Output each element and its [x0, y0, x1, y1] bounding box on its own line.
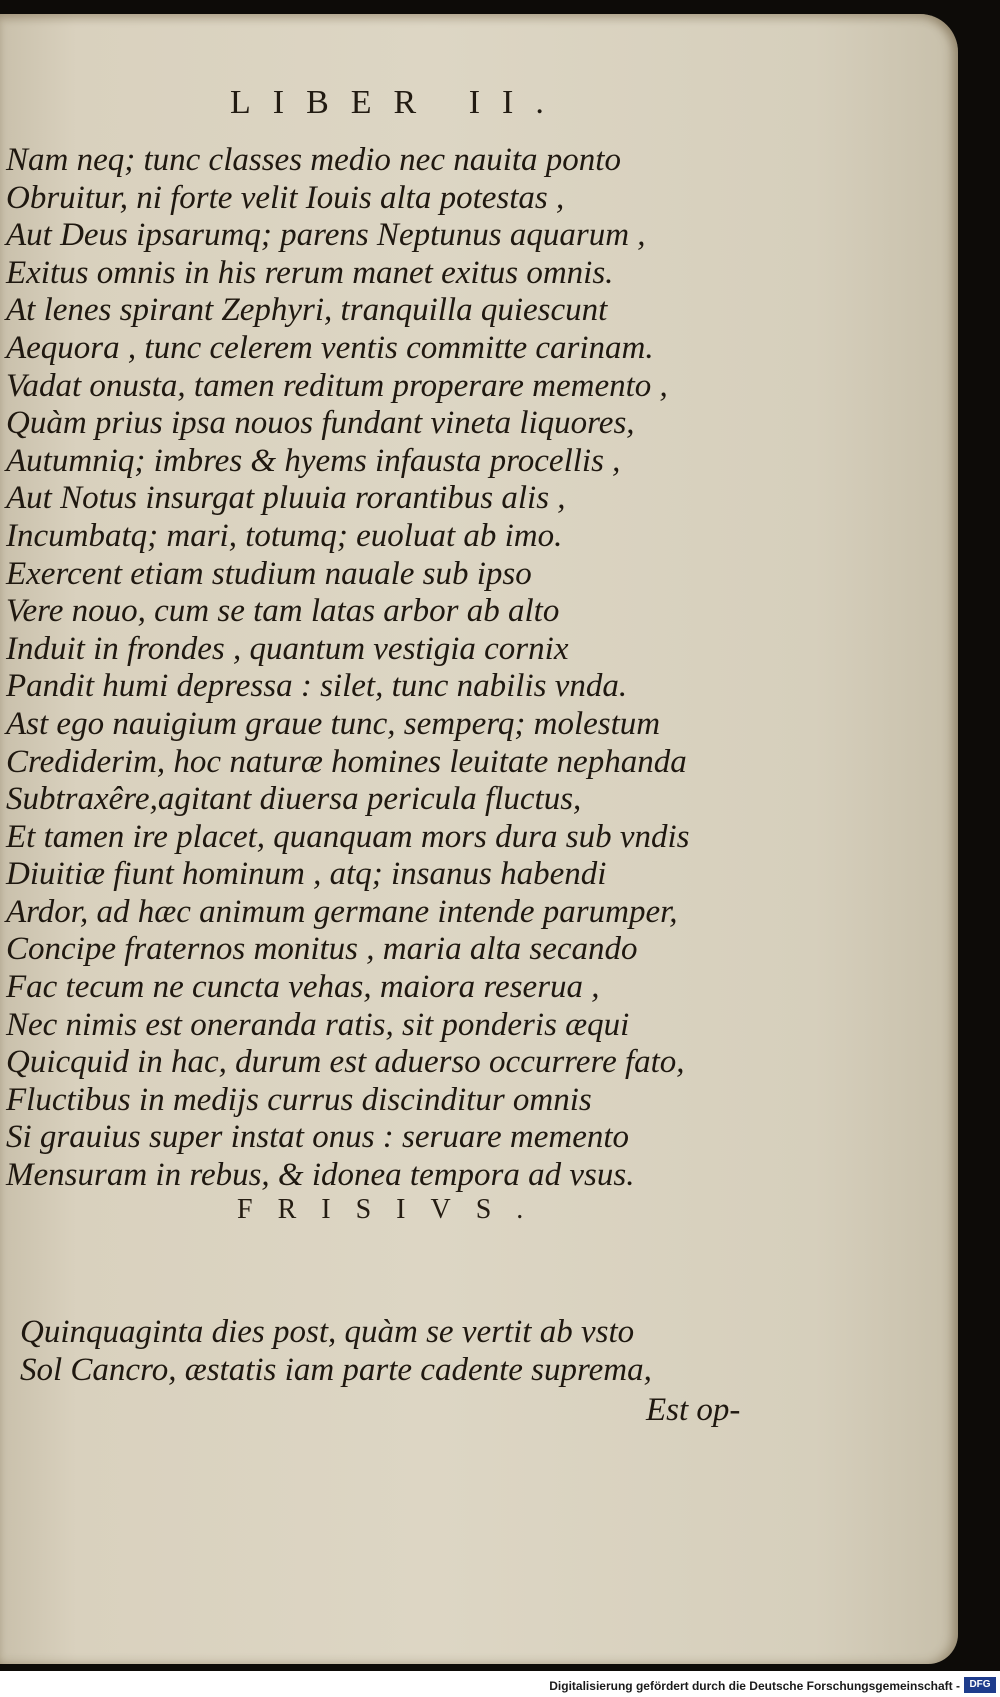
- verse-line: Vere nouo, cum se tam latas arbor ab alto: [6, 593, 560, 630]
- verse-line: Ast ego nauigium graue tunc, semperq; molestum: [6, 705, 661, 742]
- verse-line: Fluctibus in medijs currus discinditur omnis: [6, 1081, 592, 1118]
- verse-line: Exercent etiam studium nauale sub ipso: [6, 555, 532, 592]
- dfg-logo: DFG: [964, 1677, 996, 1693]
- verse-line: Pandit humi depressa : silet, tunc nabilis vnda.: [6, 668, 628, 705]
- verse-line: Obruitur, ni forte velit Iouis alta potestas ,: [6, 179, 565, 216]
- verse-line: Quinquaginta dies post, quàm se vertit ab vsto: [20, 1314, 635, 1350]
- verse-line: Aut Deus ipsarumq; parens Neptunus aquarum ,: [6, 217, 646, 254]
- verse-line: Autumniq; imbres & hyems infausta procellis ,: [6, 442, 621, 479]
- verse-block: [6, 142, 766, 1195]
- verse-line: Nam neq; tunc classes medio nec nauita ponto: [6, 142, 621, 178]
- verse-line: Exitus omnis in his rerum manet exitus omnis.: [6, 254, 614, 291]
- section-heading: FRISIVS.: [237, 1194, 549, 1225]
- verse-line: Vadat onusta, tamen reditum properare memento ,: [6, 367, 668, 404]
- verse-line: Concipe fraternos monitus , maria alta secando: [6, 931, 638, 968]
- verse-line: Aut Notus insurgat pluuia rorantibus alis ,: [6, 480, 566, 517]
- verse-block-frisius: [20, 1314, 780, 1389]
- footer-bar: [0, 1671, 1000, 1697]
- catchword: Est op-: [646, 1392, 741, 1428]
- verse-line: At lenes spirant Zephyri, tranquilla quiescunt: [6, 292, 608, 329]
- book-page: [0, 14, 958, 1664]
- verse-line: Mensuram in rebus, & idonea tempora ad vsus.: [6, 1157, 635, 1194]
- verse-line: Aequora , tunc celerem ventis committe carinam.: [6, 329, 654, 366]
- verse-line: Si grauius super instat onus : seruare memento: [6, 1119, 630, 1156]
- verse-line: Quàm prius ipsa nouos fundant vineta liquores,: [6, 405, 635, 442]
- verse-line: Diuitiæ fiunt hominum , atq; insanus habendi: [6, 856, 607, 893]
- verse-line: Sol Cancro, æstatis iam parte cadente suprema,: [20, 1351, 652, 1388]
- verse-line: Nec nimis est oneranda ratis, sit ponderis æqui: [6, 1006, 630, 1043]
- verse-line: Subtraxêre,agitant diuersa pericula fluctus,: [6, 781, 582, 818]
- verse-line: Incumbatq; mari, totumq; euoluat ab imo.: [6, 517, 563, 554]
- verse-line: Quicquid in hac, durum est aduerso occurrere fato,: [6, 1044, 685, 1081]
- verse-line: Ardor, ad hæc animum germane intende parumper,: [6, 893, 678, 930]
- verse-line: Induit in frondes , quantum vestigia cornix: [6, 630, 569, 667]
- verse-line: Et tamen ire placet, quanquam mors dura sub vndis: [6, 818, 690, 855]
- footer-credit: Digitalisierung gefördert durch die Deutsche Forschungsgemeinschaft -: [549, 1679, 960, 1693]
- running-head: LIBER II.: [230, 84, 566, 121]
- verse-line: Fac tecum ne cuncta vehas, maiora reserua ,: [6, 969, 600, 1006]
- verse-line: Crediderim, hoc naturæ homines leuitate nephanda: [6, 743, 687, 780]
